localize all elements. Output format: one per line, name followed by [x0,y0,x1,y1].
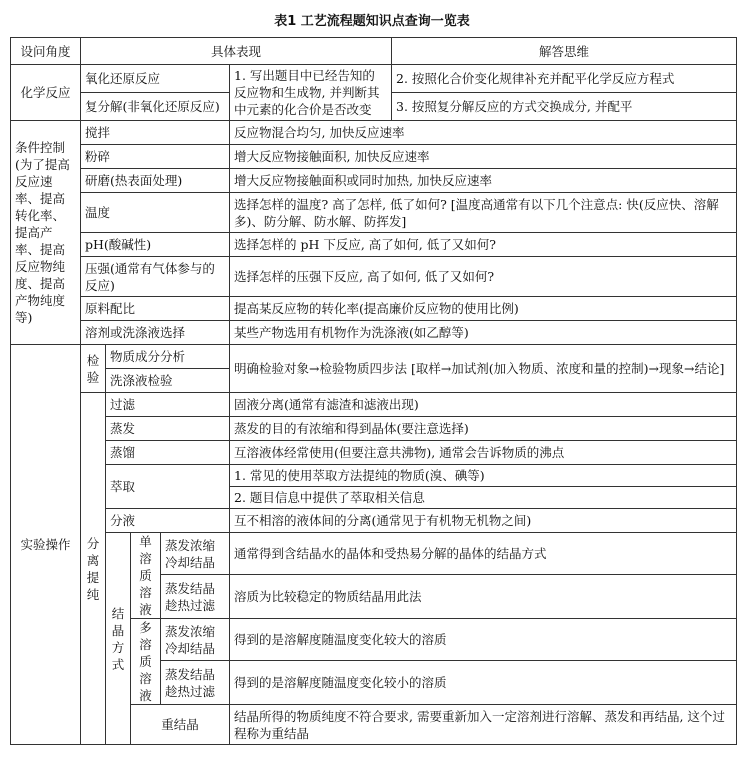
table-row [11,193,737,233]
perf-pressure: 压强(通常有气体参与的反应) [81,257,230,297]
answer-evaporate: 蒸发的目的有浓缩和得到晶体(要注意选择) [230,417,737,441]
answer-single-cool: 通常得到含结晶水的晶体和受热易分解的晶体的结晶方式 [230,533,737,575]
answer-ratio: 提高某反应物的转化率(提高廉价反应物的使用比例) [230,297,737,321]
answer-separate-liquid: 互不相溶的液体间的分离(通常见于有机物无机物之间) [230,509,737,533]
multi-solute-text: 多溶质溶液 [139,620,152,703]
table-row [11,145,737,169]
answer-redox: 2. 按照化合价变化规律补充并配平化学反应方程式 [392,65,737,93]
perf-ph: pH(酸碱性) [81,233,230,257]
perf-evaporate: 蒸发 [106,417,230,441]
perf-solvent: 溶剂或洗涤液选择 [81,321,230,345]
inspect-item-composition: 物质成分分析 [106,345,230,369]
perf-filter: 过滤 [106,393,230,417]
header-angle: 设问角度 [11,38,81,65]
perf-recrystal: 重结晶 [131,705,230,745]
angle-reaction: 化学反应 [11,65,81,121]
table-row [11,393,737,417]
answer-metathesis: 3. 按照复分解反应的方式交换成分, 并配平 [392,93,737,121]
answer-filter: 固液分离(通常有滤渣和滤液出现) [230,393,737,417]
table-row [11,345,737,369]
perf-grind: 研磨(热表面处理) [81,169,230,193]
answer-inspect: 明确检验对象→检验物质四步法 [取样→加试剂(加入物质、浓度和量的控制)→现象→结论] [230,345,737,393]
perf-separate-liquid: 分液 [106,509,230,533]
angle-conditions: 条件控制(为了提高反应速率、提高转化率、提高产率、提高反应物纯度、提高产物纯度等) [11,121,81,345]
crystal-label [106,533,131,745]
header-answer: 解答思维 [392,38,737,65]
answer-recrystal: 结晶所得的物质纯度不符合要求, 需要重新加入一定溶剂进行溶解、蒸发和再结晶, 这个过程称为重结晶 [230,705,737,745]
table-row [11,441,737,465]
perf-metathesis: 复分解(非氧化还原反应) [81,93,230,121]
perf-stir: 搅拌 [81,121,230,145]
separate-label-text: 分离提纯 [86,535,100,602]
table-row [11,321,737,345]
table-row [11,169,737,193]
separate-label [81,393,106,745]
method-single-cool: 蒸发浓缩冷却结晶 [161,533,230,575]
table-row [11,257,737,297]
answer-extract-1: 1. 常见的使用萃取方法提纯的物质(溴、碘等) [230,465,737,487]
answer-crush: 增大反应物接触面积, 加快反应速率 [230,145,737,169]
crystal-label-text: 结晶方式 [111,605,125,672]
inspect-label: 检验 [81,345,106,393]
header-performance: 具体表现 [81,38,392,65]
knowledge-table [10,37,737,745]
answer-temperature: 选择怎样的温度? 高了怎样, 低了如何? [温度高通常有以下几个注意点: 快(反应快、溶解多)、防分解、防水解、防挥发] [230,193,737,233]
table-row [11,465,737,487]
table-row [11,233,737,257]
answer-extract-2: 2. 题目信息中提供了萃取相关信息 [230,487,737,509]
answer-multi-cool: 得到的是溶解度随温度变化较大的溶质 [230,619,737,661]
answer-stir: 反应物混合均匀, 加快反应速率 [230,121,737,145]
method-single-hot: 蒸发结晶趁热过滤 [161,575,230,619]
answer-reaction-shared: 1. 写出题目中已经告知的反应物和生成物, 并判断其中元素的化合价是否改变 [230,65,392,121]
table-row [11,297,737,321]
single-solute-label [131,533,161,619]
perf-extract: 萃取 [106,465,230,509]
perf-ratio: 原料配比 [81,297,230,321]
table-row [11,65,737,93]
answer-distill: 互溶液体经常使用(但要注意共沸物), 通常会告诉物质的沸点 [230,441,737,465]
method-multi-hot: 蒸发结晶趁热过滤 [161,661,230,705]
answer-grind: 增大反应物接触面积或同时加热, 加快反应速率 [230,169,737,193]
table-row [11,533,737,554]
single-solute-text: 单溶质溶液 [139,534,152,617]
angle-experiment: 实验操作 [11,345,81,745]
method-multi-cool: 蒸发浓缩冷却结晶 [161,619,230,661]
inspect-item-wash: 洗涤液检验 [106,369,230,393]
perf-distill: 蒸馏 [106,441,230,465]
perf-temperature: 温度 [81,193,230,233]
table-caption: 表1 工艺流程题知识点查询一览表 [274,14,470,29]
multi-solute-label [131,619,161,705]
table-row [11,417,737,441]
table-row [11,121,737,145]
perf-crush: 粉碎 [81,145,230,169]
answer-multi-hot: 得到的是溶解度随温度变化较小的溶质 [230,661,737,705]
answer-pressure: 选择怎样的压强下反应, 高了如何, 低了又如何? [230,257,737,297]
header-row [11,38,737,65]
table-row [11,509,737,533]
answer-solvent: 某些产物选用有机物作为洗涤液(如乙醇等) [230,321,737,345]
perf-redox: 氧化还原反应 [81,65,230,93]
answer-ph: 选择怎样的 pH 下反应, 高了如何, 低了又如何? [230,233,737,257]
answer-single-hot: 溶质为比较稳定的物质结晶用此法 [230,575,737,619]
